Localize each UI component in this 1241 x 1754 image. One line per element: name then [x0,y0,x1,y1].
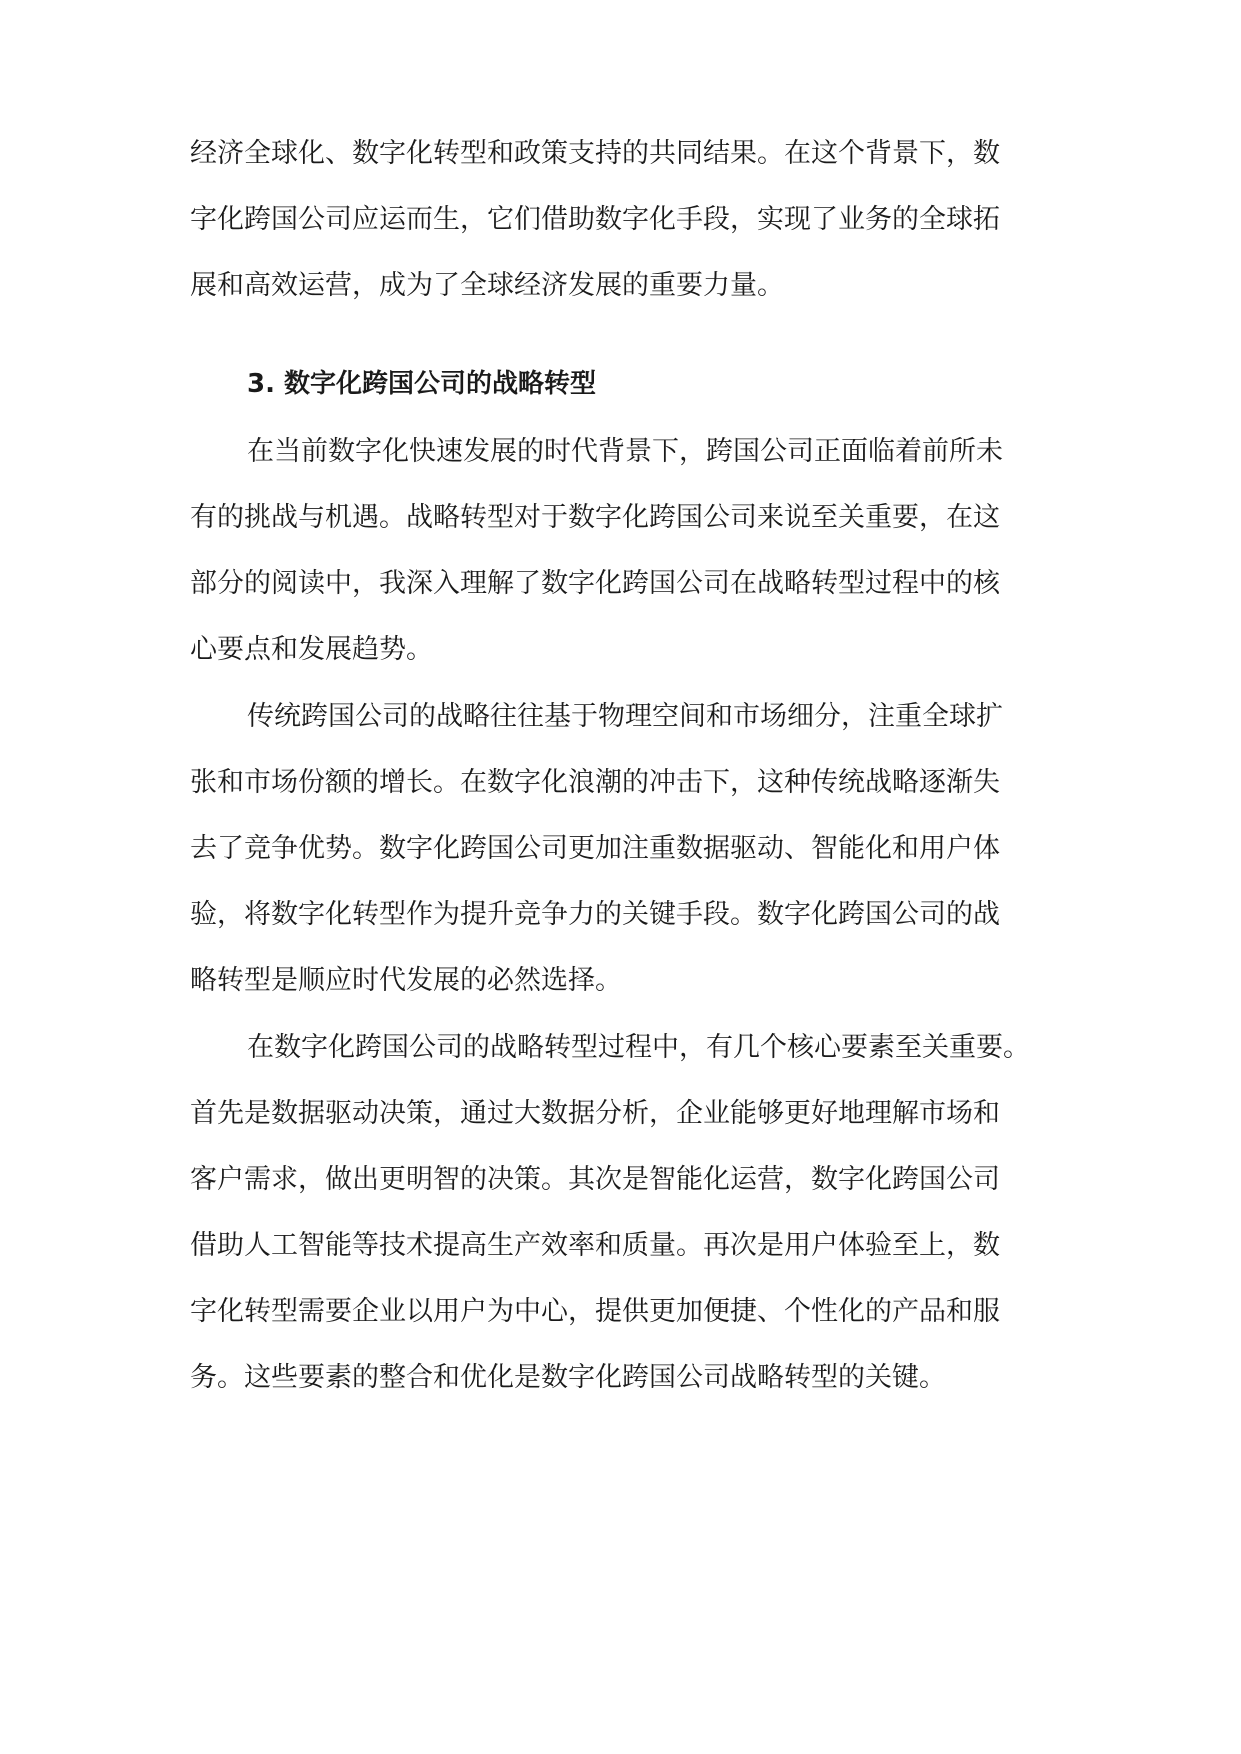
paragraph-line: 去了竞争优势。数字化跨国公司更加注重数据驱动、智能化和用户体 [190,833,1000,864]
paragraph-line: 借助人工智能等技术提高生产效率和质量。再次是用户体验至上，数 [190,1230,1000,1261]
paragraph-line: 心要点和发展趋势。 [190,634,433,665]
paragraph-line: 在当前数字化快速发展的时代背景下，跨国公司正面临着前所未 [247,436,1003,467]
paragraph-line: 字化转型需要企业以用户为中心，提供更加便捷、个性化的产品和服 [190,1296,1000,1327]
paragraph-line: 部分的阅读中，我深入理解了数字化跨国公司在战略转型过程中的核 [190,568,1000,599]
paragraph-line: 在数字化跨国公司的战略转型过程中，有几个核心要素至关重要。 [247,1032,1030,1063]
paragraph-line: 务。这些要素的整合和优化是数字化跨国公司战略转型的关键。 [190,1362,946,1393]
paragraph-line: 略转型是顺应时代发展的必然选择。 [190,965,622,996]
paragraph-line: 首先是数据驱动决策，通过大数据分析，企业能够更好地理解市场和 [190,1098,1000,1129]
paragraph-line: 字化跨国公司应运而生，它们借助数字化手段，实现了业务的全球拓 [190,204,1000,235]
paragraph-line: 张和市场份额的增长。在数字化浪潮的冲击下，这种传统战略逐渐失 [190,767,1000,798]
paragraph-line: 有的挑战与机遇。战略转型对于数字化跨国公司来说至关重要，在这 [190,502,1000,533]
paragraph-line: 经济全球化、数字化转型和政策支持的共同结果。在这个背景下，数 [190,138,1000,169]
paragraph-line: 客户需求，做出更明智的决策。其次是智能化运营，数字化跨国公司 [190,1164,1000,1195]
document-page [190,0,1050,1754]
paragraph-line: 验，将数字化转型作为提升竞争力的关键手段。数字化跨国公司的战 [190,899,1000,930]
paragraph-line: 展和高效运营，成为了全球经济发展的重要力量。 [190,270,784,301]
section-heading: 3. 数字化跨国公司的战略转型 [247,369,597,399]
paragraph-line: 传统跨国公司的战略往往基于物理空间和市场细分，注重全球扩 [247,701,1003,732]
